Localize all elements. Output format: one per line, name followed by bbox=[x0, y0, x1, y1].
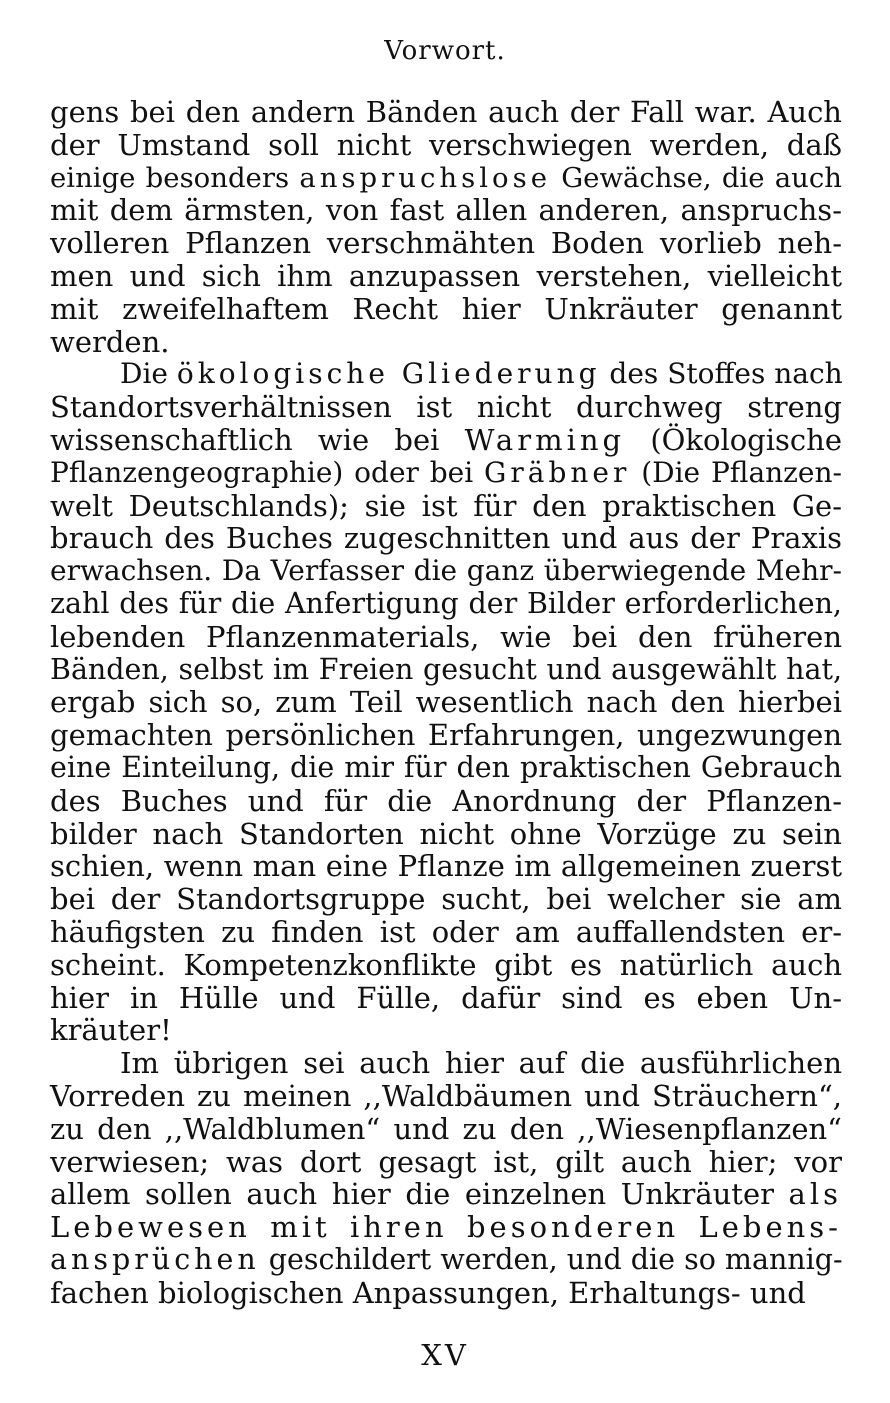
page-number: XV bbox=[421, 1338, 469, 1372]
text-line bbox=[50, 1014, 842, 1047]
spaced-emphasis: ökologische Gliederung bbox=[176, 357, 601, 391]
text-line bbox=[50, 1211, 842, 1244]
text-run: werden. bbox=[50, 324, 170, 359]
text-run: gens bei den andern Bänden auch der Fall war. Auch bbox=[50, 95, 842, 129]
text-run: Die bbox=[120, 357, 177, 391]
text-line bbox=[50, 1146, 842, 1179]
text-run: Pflanzengeographie) oder bei bbox=[50, 455, 485, 489]
text-line bbox=[50, 391, 842, 424]
text-run: lebenden Pflanzenmaterials, wie bei den früheren bbox=[50, 619, 842, 654]
running-head: Vorwort. bbox=[384, 36, 506, 66]
text-run: häufigsten zu finden ist oder am auffallendsten er- bbox=[50, 914, 842, 949]
text-line bbox=[50, 522, 842, 555]
text-run: bilder nach Standorten nicht ohne Vorzüge zu sein bbox=[50, 816, 842, 851]
text-run: mit zweifelhaftem Recht hier Unkräuter genannt bbox=[50, 291, 842, 326]
text-line bbox=[50, 1047, 842, 1080]
text-run: gemachten persönlichen Erfahrungen, ungezwungen bbox=[50, 718, 842, 753]
text-run: erwachsen. Da Verfasser die ganz überwiegende Mehr- bbox=[50, 554, 842, 588]
text-run: des Buches und für die Anordnung der Pflanzen- bbox=[50, 783, 842, 818]
text-line bbox=[50, 949, 842, 982]
text-run: welt Deutschlands); sie ist für den praktischen Ge- bbox=[50, 488, 842, 523]
text-run: zahl des für die Anfertigung der Bilder erforderlichen, bbox=[50, 586, 842, 620]
text-run: geschildert werden, und die so mannig- bbox=[259, 1242, 843, 1276]
text-line bbox=[50, 96, 842, 129]
text-run: mit dem ärmsten, von fast allen anderen, anspruchs- bbox=[50, 193, 842, 228]
text-run: bei der Standortsgruppe sucht, bei welcher sie am bbox=[50, 882, 842, 917]
text-run: Im übrigen sei auch hier auf die ausführlichen bbox=[120, 1046, 842, 1081]
text-run: scheint. Kompetenzkonflikte gibt es natürlich auch bbox=[50, 947, 842, 982]
text-line bbox=[50, 785, 842, 818]
text-line bbox=[50, 1113, 842, 1146]
text-line bbox=[50, 588, 842, 621]
text-line bbox=[50, 1244, 842, 1277]
paragraph bbox=[50, 1047, 842, 1309]
text-run: hier in Hülle und Fülle, dafür sind es eben Un- bbox=[50, 980, 842, 1015]
text-run: men und sich ihm anzupassen verstehen, vielleicht bbox=[50, 258, 842, 293]
text-line bbox=[50, 227, 842, 260]
text-run: (Die Pflanzen- bbox=[630, 455, 842, 489]
spaced-emphasis: als bbox=[788, 1177, 842, 1212]
text-line bbox=[50, 260, 842, 293]
text-line bbox=[50, 883, 842, 916]
text-run: einige besonders bbox=[50, 161, 300, 194]
text-run: zu den ,,Waldblumen“ und zu den ,,Wiesenpflanzen“ bbox=[50, 1111, 842, 1146]
text-line bbox=[50, 129, 842, 162]
text-line bbox=[50, 1178, 842, 1211]
text-run: der Umstand soll nicht verschwiegen werden, daß bbox=[50, 127, 842, 162]
text-run: Standortsverhältnissen ist nicht durchweg streng bbox=[50, 390, 842, 425]
text-line bbox=[50, 1080, 842, 1113]
text-run: des Stoffes nach bbox=[600, 357, 843, 391]
text-run: wissenschaftlich wie bei bbox=[50, 422, 465, 457]
text-run: Bänden, selbst im Freien gesucht und ausgewählt hat, bbox=[50, 652, 842, 686]
text-line bbox=[50, 916, 842, 949]
text-run: Gewächse, die auch bbox=[550, 161, 842, 194]
paragraph bbox=[50, 358, 842, 1047]
paragraph bbox=[50, 96, 842, 358]
text-run: Vorreden zu meinen ,,Waldbäumen und Sträuchern“, bbox=[50, 1078, 842, 1113]
spaced-emphasis: Gräbner bbox=[484, 455, 631, 489]
text-line bbox=[50, 719, 842, 752]
text-run: schien, wenn man eine Pflanze im allgemeinen zuerst bbox=[50, 849, 842, 884]
text-line bbox=[50, 424, 842, 457]
body-text bbox=[50, 96, 842, 1309]
text-line bbox=[50, 982, 842, 1015]
text-line bbox=[50, 1277, 842, 1310]
text-line bbox=[50, 555, 842, 588]
text-line bbox=[50, 326, 842, 359]
text-run: (Ökologische bbox=[625, 422, 842, 457]
text-line bbox=[50, 194, 842, 227]
text-run: eine Einteilung, die mir für den praktischen Gebrauch bbox=[50, 750, 842, 784]
text-run: ergab sich so, zum Teil wesentlich nach den hierbei bbox=[50, 685, 842, 720]
text-run: volleren Pflanzen verschmähten Boden vorlieb neh- bbox=[50, 226, 842, 261]
text-run: fachen biologischen Anpassungen, Erhaltungs- und bbox=[50, 1275, 806, 1310]
spaced-emphasis: Lebewesen mit ihren besonderen Lebens- bbox=[50, 1210, 842, 1245]
spaced-emphasis: anspruchslose bbox=[299, 161, 551, 194]
text-line bbox=[50, 818, 842, 851]
spaced-emphasis: Warming bbox=[464, 422, 626, 457]
text-run: kräuter! bbox=[50, 1013, 172, 1048]
text-line bbox=[50, 358, 842, 391]
text-line bbox=[50, 162, 842, 195]
text-run: verwiesen; was dort gesagt ist, gilt auch hier; vor bbox=[50, 1144, 842, 1179]
text-line bbox=[50, 621, 842, 654]
text-line bbox=[50, 752, 842, 785]
text-line bbox=[50, 686, 842, 719]
text-line bbox=[50, 457, 842, 490]
spaced-emphasis: ansprüchen bbox=[50, 1242, 260, 1276]
text-run: allem sollen auch hier die einzelnen Unkräuter bbox=[50, 1177, 789, 1212]
text-line bbox=[50, 654, 842, 687]
text-line bbox=[50, 490, 842, 523]
text-run: brauch des Buches zugeschnitten und aus der Praxis bbox=[50, 521, 842, 556]
text-line bbox=[50, 850, 842, 883]
text-line bbox=[50, 293, 842, 326]
